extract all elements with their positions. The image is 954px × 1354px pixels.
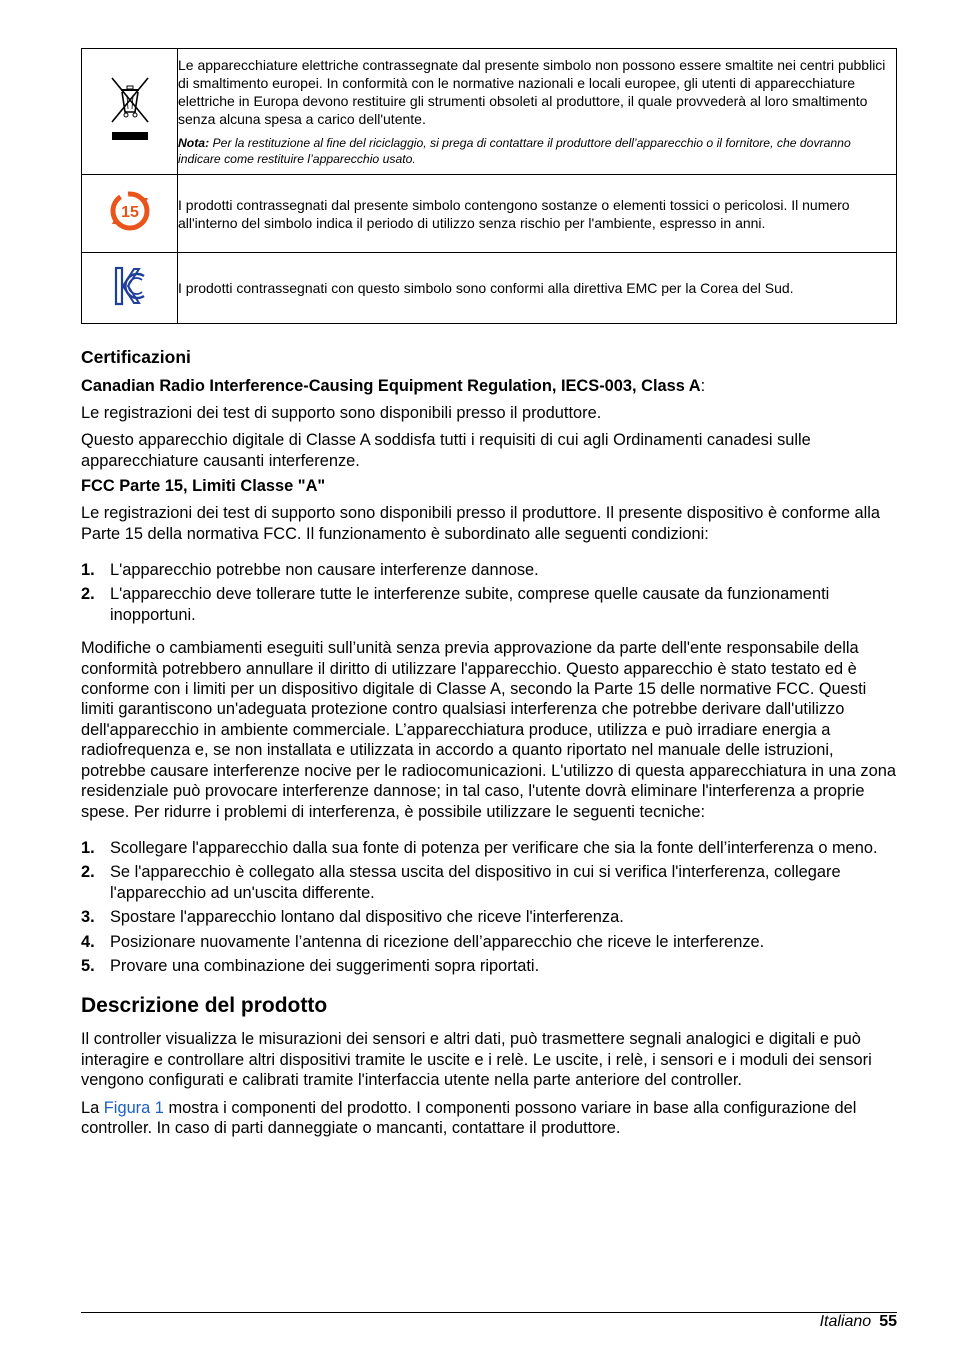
list-item	[81, 862, 897, 903]
list-number: 4.	[81, 932, 95, 951]
symbol-description	[178, 49, 897, 175]
canada-paragraph-1: Le registrazioni dei test di supporto sono disponibili presso il produttore.	[81, 404, 602, 422]
product-description-heading: Descrizione del prodotto	[81, 994, 328, 1018]
symbol-cell	[82, 49, 178, 175]
note-text: Per la restituzione al fine del riciclaggio, si prega di contattare il produttore dell’apparecchio o il fornitore, che dovranno indicare come restituire l’apparecchio usato.	[178, 136, 851, 166]
product-description-paragraph-2	[81, 1098, 897, 1139]
canada-paragraph-2: Questo apparecchio digitale di Classe A soddisfa tutti i requisiti di cui agli Ordinamenti canadesi sulle apparecchiature causanti interferenze.	[81, 431, 811, 470]
list-text: L'apparecchio deve tollerare tutte le interferenze subite, comprese quelle causate da funzionamenti inopportuni.	[110, 585, 830, 624]
list-item	[81, 584, 897, 625]
list-text: Scollegare l'apparecchio dalla sua fonte di potenza per verificare che sia la fonte dell’interferenza o meno.	[110, 838, 878, 857]
certifications-heading: Certificazioni	[81, 347, 191, 367]
weee-text: Le apparecchiature elettriche contrassegnate dal presente simbolo non possono essere smaltite nei centri pubblici di smaltimento europei. In conformità con le normative nazionali e locali europee, gli utenti di apparecchiature elettriche in Europa devono restituire gli strumenti obsoleti al produttore, il quale provvederà al loro smaltimento senza alcuna spesa a carico dell'utente.	[178, 57, 886, 127]
list-number: 2.	[81, 863, 95, 882]
canada-heading	[81, 377, 897, 396]
list-item	[81, 932, 897, 952]
list-text: Se l'apparecchio è collegato alla stessa uscita del dispositivo in cui si verifica l'interferenza, collegare l'apparecchio ad un'uscita differente.	[110, 863, 841, 902]
weee-note	[178, 135, 896, 167]
kc-text: I prodotti contrassegnati con questo simbolo sono conformi alla direttiva EMC per la Corea del Sud.	[178, 280, 794, 296]
rohs-text: I prodotti contrassegnati dal presente simbolo contengono sostanze o elementi tossici o pericolosi. Il numero all'interno del simbolo indica il periodo di utilizzo senza rischio per l'ambiente, espresso in anni.	[178, 196, 850, 231]
list-number: 1.	[81, 838, 95, 857]
symbols-table	[81, 48, 897, 324]
note-label: Nota:	[178, 136, 210, 150]
list-number: 5.	[81, 956, 95, 975]
footer-language: Italiano	[819, 1313, 872, 1330]
table-row	[82, 49, 897, 175]
weee-crossed-bin-icon	[106, 129, 154, 146]
page-number: 55	[879, 1313, 897, 1330]
list-text: L'apparecchio potrebbe non causare interferenze dannose.	[110, 561, 539, 580]
fcc-conditions-list	[81, 560, 897, 625]
symbol-description	[178, 253, 897, 324]
rohs-number: 15	[120, 204, 139, 221]
product-description-paragraph-1: Il controller visualizza le misurazioni dei sensori e altri dati, può trasmettere segnali analogici e digitali e può interagire e controllare altri dispositivi tramite le uscite e i relè. Le uscite, i relè, i sensori e i moduli dei sensori vengono configurati e calibrati tramite l'interfaccia utente nella parte anteriore del controller.	[81, 1030, 872, 1090]
page-footer	[820, 1313, 897, 1331]
figure-1-link[interactable]: Figura 1	[103, 1098, 164, 1117]
list-text: Spostare l'apparecchio lontano dal dispositivo che riceve l'interferenza.	[110, 908, 624, 927]
china-rohs-15-icon	[108, 204, 152, 237]
list-text: Posizionare nuovamente l’antenna di ricezione dell’apparecchio che riceve le interferenze.	[110, 932, 765, 951]
paragraph-suffix: mostra i componenti del prodotto. I componenti possono variare in base alla configurazione del controller. In caso di parti danneggiate o mancanti, contattare il produttore.	[81, 1098, 857, 1137]
symbol-cell	[82, 175, 178, 253]
list-item	[81, 838, 897, 858]
list-number: 2.	[81, 585, 95, 604]
list-item	[81, 560, 897, 580]
list-text: Provare una combinazione dei suggerimenti sopra riportati.	[110, 956, 540, 975]
paragraph-prefix: La	[81, 1098, 104, 1117]
fcc-paragraph-1: Le registrazioni dei test di supporto sono disponibili presso il produttore. Il presente dispositivo è conforme alla Parte 15 della normativa FCC. Il funzionamento è subordinato alle seguenti condizioni:	[81, 504, 881, 543]
symbol-description	[178, 175, 897, 253]
canada-heading-colon: :	[700, 377, 706, 395]
fcc-paragraph-2: Modifiche o cambiamenti eseguiti sull’unità senza previa approvazione da parte dell'ente responsabile della conformità potrebbero annullare il diritto di utilizzare l'apparecchio. Questo apparecchio è stato testato ed è conforme con i limiti per un dispositivo digitale di Classe A, secondo la Parte 15 delle normative FCC. Questi limiti garantiscono un'adeguata protezione contro qualsiasi interferenza che potrebbe derivare dall'utilizzo dell'apparecchio in ambiente commerciale. L’apparecchiatura produce, utilizza e può irradiare energia a radiofrequenza e, se non installata e utilizzata in accordo a quanto riportato nel manuale delle istruzioni, potrebbe causare interferenze nocive per le radiocomunicazioni. L'utilizzo di questa apparecchiatura in una zona residenziale può provocare interferenze dannose; in tal caso, l'utente dovrà eliminare l'interferenza a proprie spese. Per ridurre i problemi di interferenza, è possibile utilizzare le seguenti tecniche:	[81, 639, 896, 821]
kc-mark-icon	[114, 293, 146, 310]
table-row	[82, 253, 897, 324]
list-number: 3.	[81, 908, 95, 927]
list-item	[81, 907, 897, 927]
table-row	[82, 175, 897, 253]
page-content	[81, 48, 897, 1138]
list-number: 1.	[81, 561, 95, 580]
fcc-heading: FCC Parte 15, Limiti Classe "A"	[81, 477, 326, 496]
footer-divider	[81, 1312, 897, 1313]
symbol-cell	[82, 253, 178, 324]
canada-heading-text: Canadian Radio Interference-Causing Equipment Regulation, IECS-003, Class A	[81, 377, 701, 395]
interference-techniques-list	[81, 838, 897, 976]
list-item	[81, 956, 897, 976]
